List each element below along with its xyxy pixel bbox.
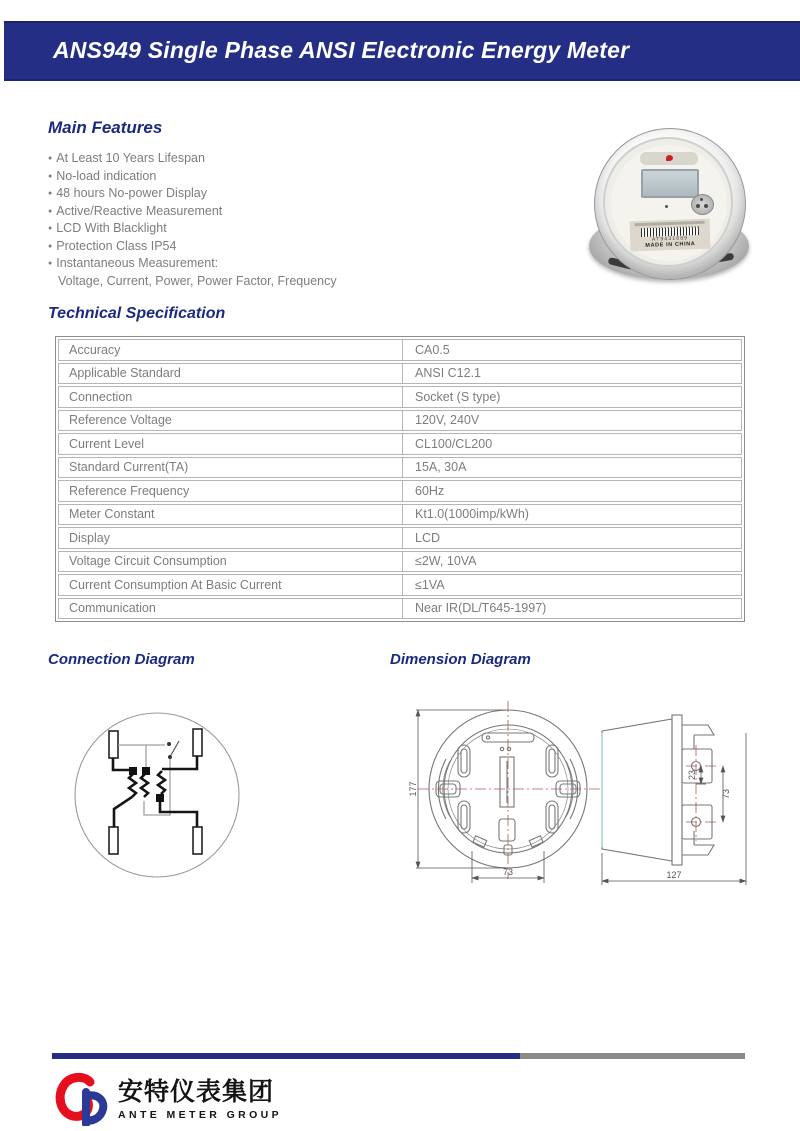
page-title: ANS949 Single Phase ANSI Electronic Energy Meter xyxy=(53,37,630,63)
spec-label-cell: Display xyxy=(59,528,403,548)
spec-value-cell: CA0.5 xyxy=(415,342,450,357)
spec-label-cell: Standard Current(TA) xyxy=(59,458,403,478)
header-band xyxy=(4,21,800,81)
ante-logo-icon xyxy=(46,1072,112,1126)
meter-nameplate xyxy=(630,219,711,252)
spec-value-cell: ≤2W, 10VA xyxy=(415,554,477,569)
dim-terminal-spacing: 73 xyxy=(721,788,731,800)
meter-led-dot xyxy=(665,205,668,208)
logo-english-name: ANTE METER GROUP xyxy=(118,1108,283,1121)
table-row xyxy=(58,574,742,596)
spec-label-cell: Meter Constant xyxy=(59,505,403,525)
feature-item xyxy=(48,168,568,186)
feature-item-text: ● No-load indication xyxy=(56,168,157,183)
spec-value-cell: 120V, 240V xyxy=(415,413,480,428)
spec-value-cell: ≤1VA xyxy=(415,577,445,592)
dim-front-height: 177 xyxy=(408,781,418,797)
table-row xyxy=(58,386,742,408)
feature-item-text: ● 48 hours No-power Display xyxy=(56,186,207,200)
meter-brand-logo-icon xyxy=(666,155,673,161)
main-features-heading: Main Features xyxy=(48,118,163,137)
spec-value-cell: Socket (S type) xyxy=(415,389,501,404)
spec-value-cell: 15A, 30A xyxy=(415,460,467,475)
table-row xyxy=(58,457,742,479)
feature-item xyxy=(48,220,568,238)
spec-label-cell: Accuracy xyxy=(59,340,403,360)
footer-bar-blue-segment xyxy=(52,1053,520,1059)
dim-side-depth: 127 xyxy=(666,870,682,880)
connection-diagram-heading: Connection Diagram xyxy=(48,651,195,668)
meter-brand-plate xyxy=(640,152,698,165)
feature-item xyxy=(48,150,568,168)
product-photo xyxy=(594,128,746,288)
port-pin xyxy=(700,198,703,201)
logo-chinese-name: 安特仪表集团 xyxy=(118,1077,275,1106)
spec-table xyxy=(55,336,745,622)
technical-specification-section xyxy=(48,305,758,622)
table-row xyxy=(58,433,742,455)
company-logo xyxy=(46,1072,282,1126)
feature-item-text: ● Instantaneous Measurement: xyxy=(56,256,219,270)
spec-label-cell: Applicable Standard xyxy=(59,364,403,384)
dim-front-width: 73 xyxy=(502,867,514,877)
table-row xyxy=(58,410,742,432)
spec-label-cell: Current Consumption At Basic Current xyxy=(59,575,403,595)
feature-item-text: ● LCD With Blacklight xyxy=(56,221,167,235)
feature-continuation: Voltage, Current, Power, Power Factor, Frequency xyxy=(58,273,337,288)
dim-terminal-offset: 23 xyxy=(687,769,697,781)
meter-lcd-display xyxy=(641,169,699,198)
spec-value-cell: 60Hz xyxy=(415,483,445,498)
main-features-section xyxy=(48,118,568,290)
dimension-diagram-heading: Dimension Diagram xyxy=(390,651,531,668)
table-row xyxy=(58,527,742,549)
barcode-text: AT9431689 xyxy=(651,235,689,243)
footer-divider-bar xyxy=(52,1053,745,1059)
spec-label-cell: Reference Frequency xyxy=(59,481,403,501)
connection-diagram-drawing xyxy=(68,697,250,889)
port-pin xyxy=(696,204,700,208)
spec-label-cell: Current Level xyxy=(59,434,403,454)
footer-bar-gray-segment xyxy=(520,1053,745,1059)
spec-label-cell: Voltage Circuit Consumption xyxy=(59,552,403,572)
spec-label-cell: Reference Voltage xyxy=(59,411,403,431)
table-row xyxy=(58,339,742,361)
spec-value-cell: Near IR(DL/T645-1997) xyxy=(415,601,547,616)
spec-label-cell: Communication xyxy=(59,599,403,619)
feature-item-text: ● Protection Class IP54 xyxy=(56,238,177,253)
table-row xyxy=(58,480,742,502)
feature-item xyxy=(48,255,568,273)
spec-value-cell: Kt1.0(1000imp/kWh) xyxy=(415,507,529,522)
meter-optical-port xyxy=(691,194,714,215)
spec-value-cell: CL100/CL200 xyxy=(415,436,493,451)
features-list xyxy=(48,150,568,273)
feature-item xyxy=(48,238,568,256)
spec-value-cell: LCD xyxy=(415,530,441,545)
diagrams-section xyxy=(0,645,800,925)
table-row xyxy=(58,504,742,526)
spec-value-cell: ANSI C12.1 xyxy=(415,366,482,381)
feature-item xyxy=(48,185,568,203)
table-row xyxy=(58,598,742,620)
table-row xyxy=(58,363,742,385)
origin-text: MADE IN CHINA xyxy=(645,241,696,249)
technical-specification-heading: Technical Specification xyxy=(48,305,226,322)
feature-item xyxy=(48,203,568,221)
spec-label-cell: Connection xyxy=(59,387,403,407)
logo-text-block xyxy=(118,1078,282,1121)
port-pin xyxy=(704,204,708,208)
table-row xyxy=(58,551,742,573)
dimension-diagram-drawing xyxy=(396,689,752,901)
feature-item-text: ● At Least 10 Years Lifespan xyxy=(56,151,205,165)
feature-item-text: ● Active/Reactive Measurement xyxy=(56,203,223,218)
